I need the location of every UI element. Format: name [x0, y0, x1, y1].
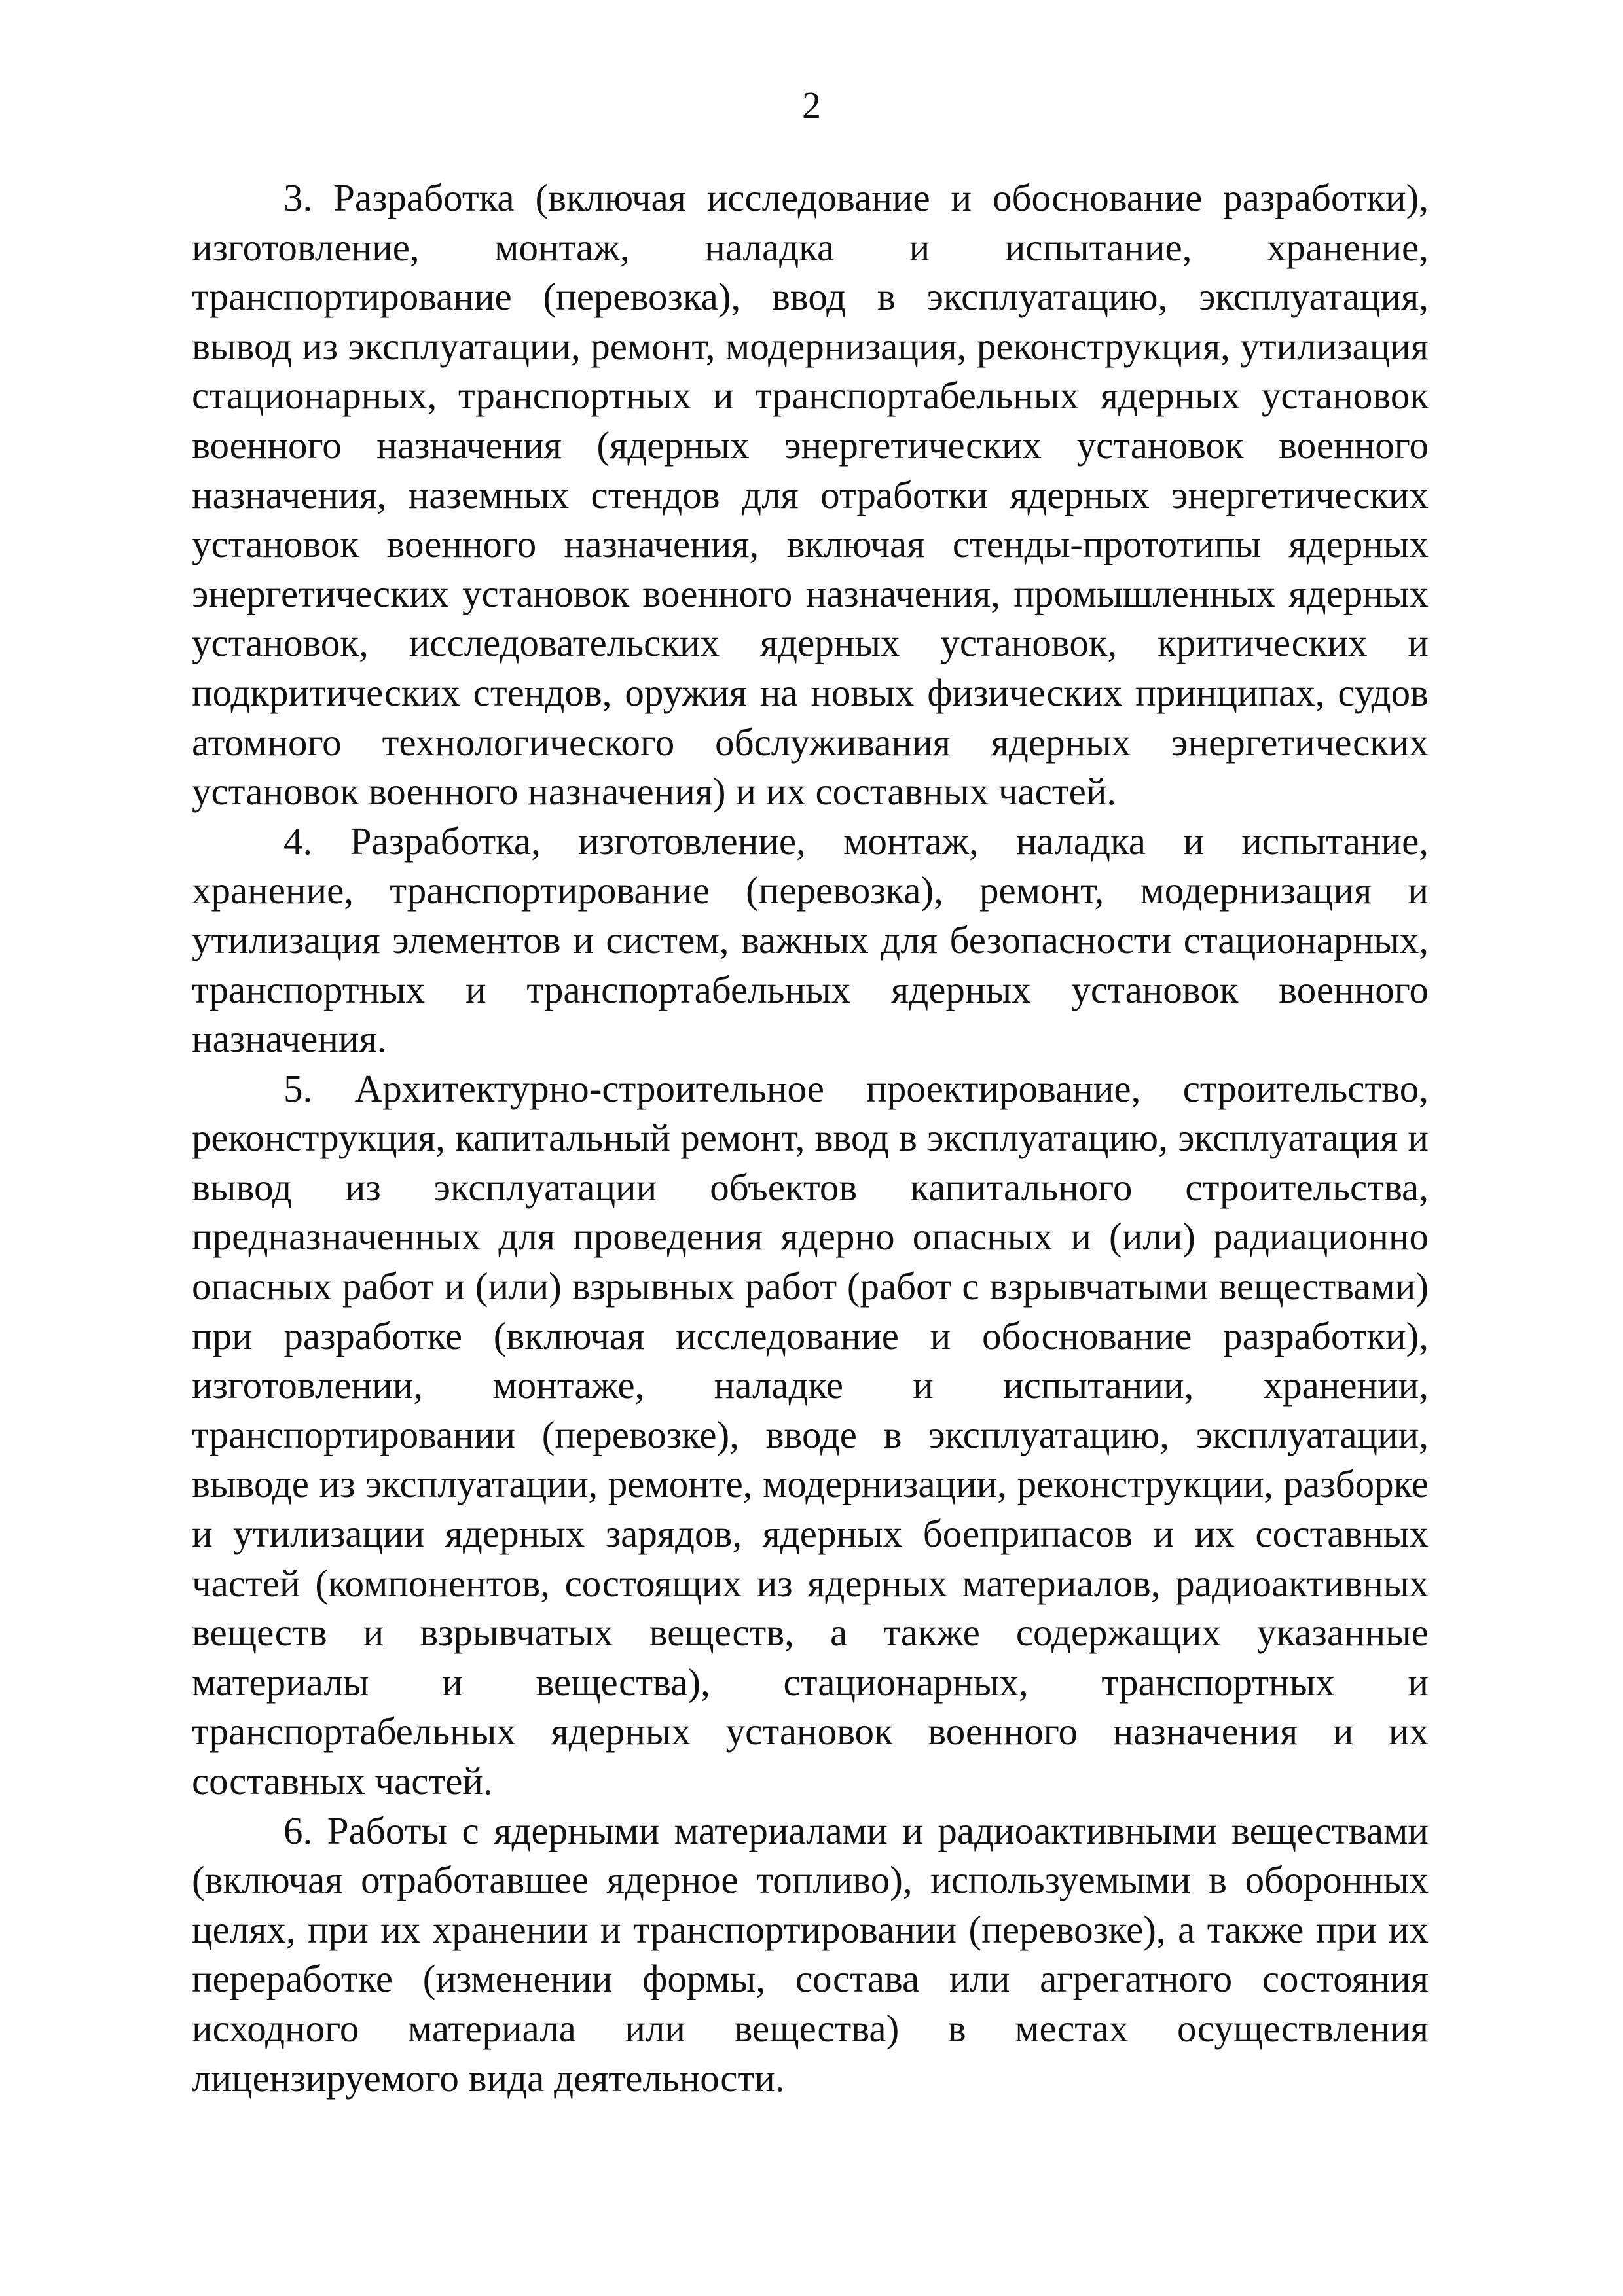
- paragraph-item-3: 3. Разработка (включая исследование и обоснование разработки), изготовление, монтаж, наладка и испытание, хранение, транспортирование (перевозка), ввод в эксплуатацию, эксплуатация, вывод из эксплуатации, ремонт, модернизация, реконструкция, утилизация стационарных, транспортных и транспортабельных ядерных установок военного назначения (ядерных энергетических установок военного назначения, наземных стендов для отработки ядерных энергетических установок военного назначения, включая стенды-прототипы ядерных энергетических установок военного назначения, промышленных ядерных установок, исследовательских ядерных установок, критических и подкритических стендов, оружия на новых физических принципах, судов атомного технологического обслуживания ядерных энергетических установок военного назначения) и их составных частей.: [192, 176, 1429, 814]
- paragraph-item-5: 5. Архитектурно-строительное проектирование, строительство, реконструкция, капитальный ремонт, ввод в эксплуатацию, эксплуатация и вывод из эксплуатации объектов капитального строительства, предназначенных для проведения ядерно опасных и (или) радиационно опасных работ и (или) взрывных работ (работ с взрывчатыми веществами) при разработке (включая исследование и обоснование разработки), изготовлении, монтаже, наладке и испытании, хранении, транспортировании (перевозке), вводе в эксплуатацию, эксплуатации, выводе из эксплуатации, ремонте, модернизации, реконструкции, разборке и утилизации ядерных зарядов, ядерных боеприпасов и их составных частей (компонентов, состоящих из ядерных материалов, радиоактивных веществ и взрывчатых веществ, а также содержащих указанные материалы и вещества), стационарных, транспортных и транспортабельных ядерных установок военного назначения и их составных частей.: [192, 1066, 1429, 1803]
- paragraph-item-4: 4. Разработка, изготовление, монтаж, наладка и испытание, хранение, транспортирование (перевозка), ремонт, модернизация и утилизация элементов и систем, важных для безопасности стационарных, транспортных и транспортабельных ядерных установок военного назначения.: [192, 819, 1429, 1061]
- document-body: [192, 173, 1429, 2103]
- page-number: 2: [802, 84, 821, 126]
- paragraph-item-6: 6. Работы с ядерными материалами и радиоактивными веществами (включая отработавшее ядерное топливо), используемыми в оборонных целях, при их хранении и транспортировании (перевозке), а также при их переработке (изменении формы, состава или агрегатного состояния исходного материала или вещества) в местах осуществления лицензируемого вида деятельности.: [192, 1808, 1429, 2100]
